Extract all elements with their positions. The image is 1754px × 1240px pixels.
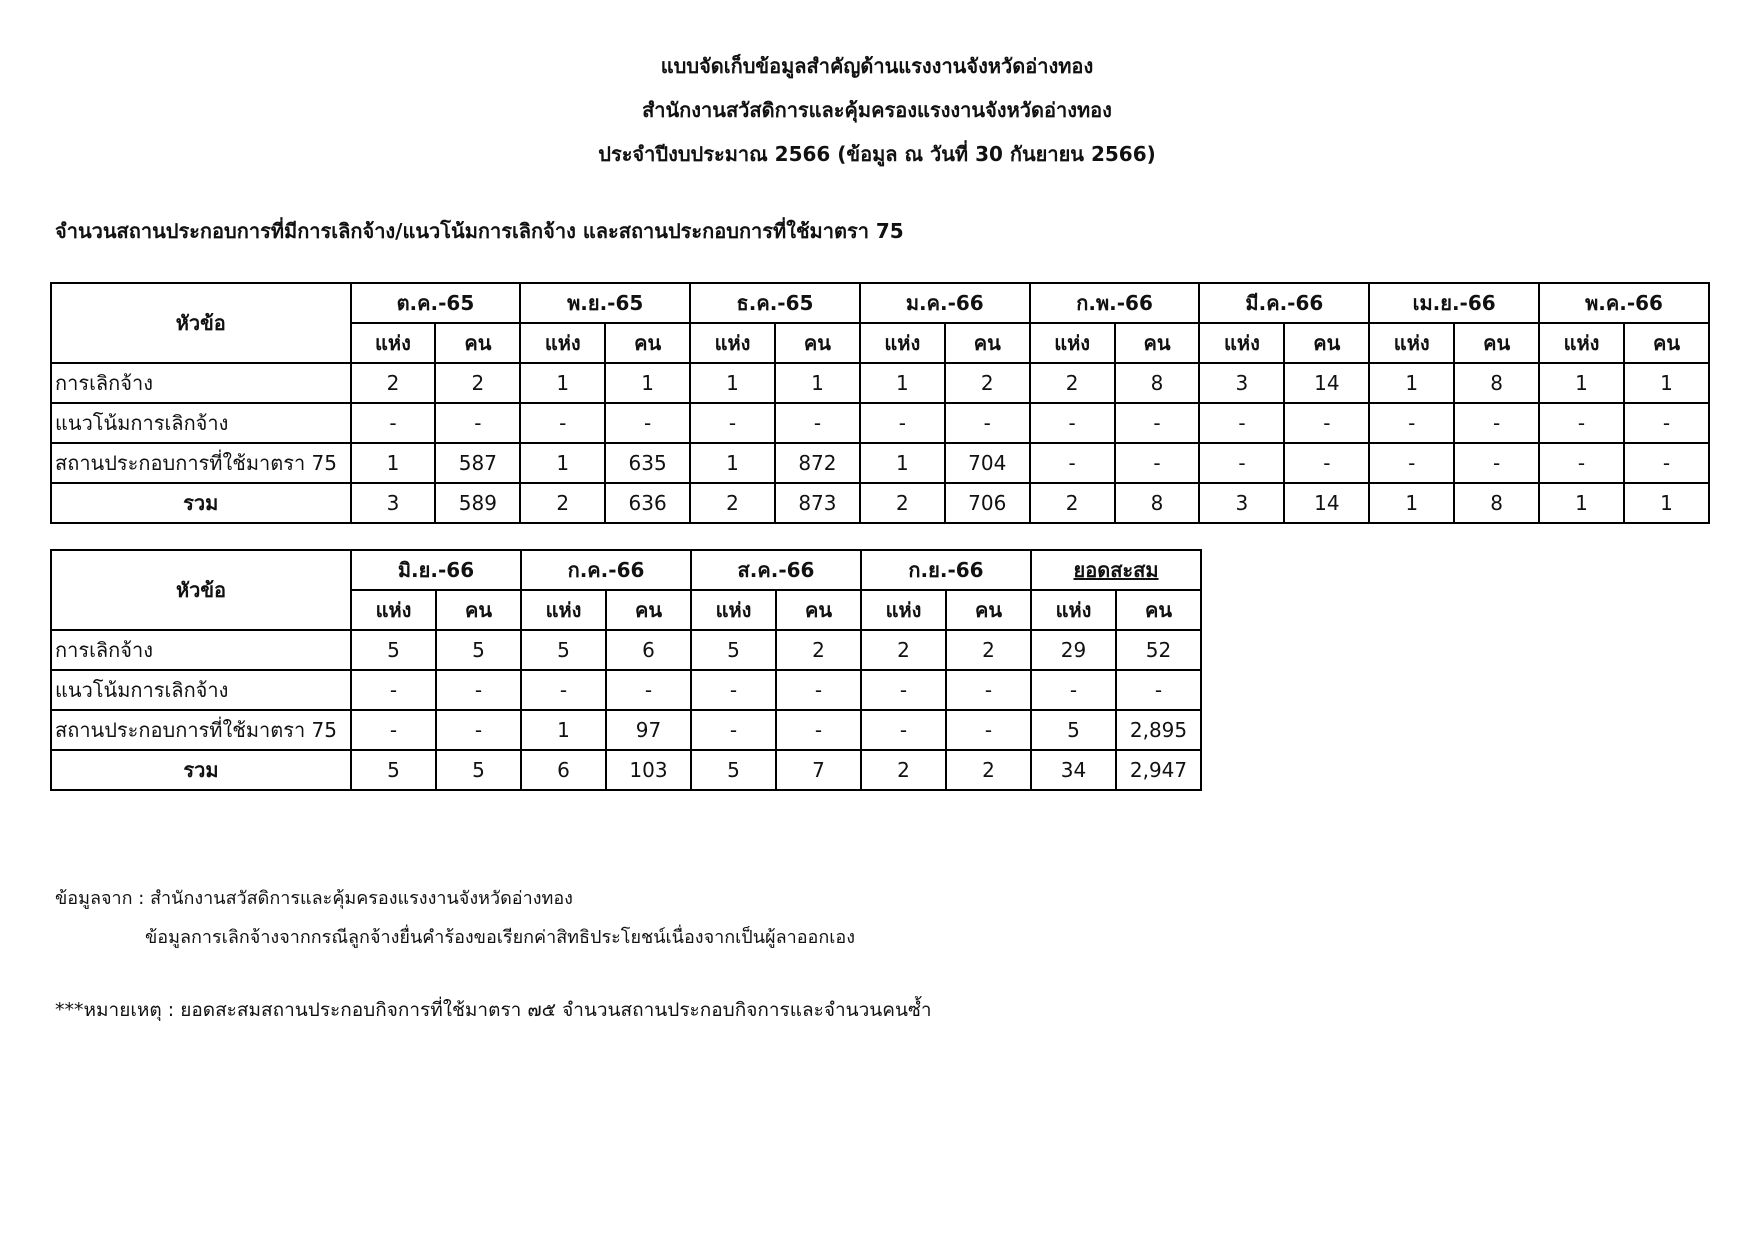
table-cell: 1 [605, 363, 690, 403]
table-cell: 2,895 [1116, 710, 1201, 750]
month-header: ม.ค.-66 [860, 283, 1030, 323]
table-cell: 872 [775, 443, 860, 483]
table-cell: 2 [1030, 483, 1115, 523]
month-header: ก.พ.-66 [1030, 283, 1200, 323]
table-cell: 97 [606, 710, 691, 750]
row-label: การเลิกจ้าง [51, 363, 351, 403]
table-cell: - [435, 403, 520, 443]
table-cell: - [436, 670, 521, 710]
row-label: แนวโน้มการเลิกจ้าง [51, 403, 351, 443]
unit-persons-header: คน [436, 590, 521, 630]
table-cell: - [690, 403, 775, 443]
table-cell: 8 [1115, 363, 1200, 403]
month-header-row [51, 550, 1201, 590]
table-cell: 1 [520, 363, 605, 403]
table-cell: 6 [521, 750, 606, 790]
table-cell: 2 [351, 363, 436, 403]
table-cell: - [606, 670, 691, 710]
table-cell: - [1199, 443, 1284, 483]
row-label: สถานประกอบการที่ใช้มาตรา 75 [51, 710, 351, 750]
unit-places-header: แห่ง [690, 323, 775, 363]
table-cell: - [351, 670, 436, 710]
table-row [51, 443, 1709, 483]
table-row [51, 670, 1201, 710]
table-cell: 5 [436, 750, 521, 790]
total-label: รวม [51, 750, 351, 790]
unit-places-header: แห่ง [1369, 323, 1454, 363]
table-cell: - [1115, 403, 1200, 443]
table-cell: - [776, 670, 861, 710]
table-cell: 636 [605, 483, 690, 523]
table-cell: 587 [435, 443, 520, 483]
table-cell: 52 [1116, 630, 1201, 670]
table-cell: - [946, 710, 1031, 750]
header-office: สำนักงานสวัสดิการและคุ้มครองแรงงานจังหวัดอ่างทอง [642, 98, 1112, 122]
unit-persons-header: คน [1116, 590, 1201, 630]
table-cell: 5 [521, 630, 606, 670]
table-cell: 5 [351, 630, 436, 670]
table-cell: - [520, 403, 605, 443]
table-cell: - [351, 710, 436, 750]
table-cell: - [691, 670, 776, 710]
month-header-row [51, 283, 1709, 323]
unit-persons-header: คน [1454, 323, 1539, 363]
table-cell: 2 [946, 750, 1031, 790]
table-subtitle: จำนวนสถานประกอบการที่มีการเลิกจ้าง/แนวโน้มการเลิกจ้าง และสถานประกอบการที่ใช้มาตรา 75 [55, 219, 904, 243]
table-cell: 8 [1115, 483, 1200, 523]
table-cell: - [861, 670, 946, 710]
table-cell: 2 [861, 750, 946, 790]
table-cell: 7 [776, 750, 861, 790]
unit-places-header: แห่ง [351, 323, 436, 363]
table-cell: - [1454, 443, 1539, 483]
table-cell: 3 [1199, 483, 1284, 523]
table-cell: 34 [1031, 750, 1116, 790]
table-cell: 5 [691, 630, 776, 670]
unit-places-header: แห่ง [861, 590, 946, 630]
table-cell: 1 [1624, 363, 1709, 403]
table-cell: 3 [351, 483, 436, 523]
month-header: ส.ค.-66 [691, 550, 861, 590]
table-cell: - [1284, 403, 1369, 443]
table-cell: - [860, 403, 945, 443]
table-cell: - [1539, 443, 1624, 483]
table-cell: 14 [1284, 483, 1369, 523]
table-cell: 1 [690, 443, 775, 483]
table-cell: - [351, 403, 436, 443]
table-cell: - [691, 710, 776, 750]
table-cell: 1 [521, 710, 606, 750]
unit-persons-header: คน [775, 323, 860, 363]
unit-places-header: แห่ง [860, 323, 945, 363]
unit-persons-header: คน [606, 590, 691, 630]
table-cell: - [436, 710, 521, 750]
table-row [51, 630, 1201, 670]
table-cell: 5 [436, 630, 521, 670]
unit-persons-header: คน [1284, 323, 1369, 363]
unit-places-header: แห่ง [351, 590, 436, 630]
table-cell: 1 [775, 363, 860, 403]
month-header: ก.ค.-66 [521, 550, 691, 590]
table-cell: - [946, 670, 1031, 710]
month-header: มิ.ย.-66 [351, 550, 521, 590]
table-cell: 1 [860, 363, 945, 403]
table-cell: 1 [860, 443, 945, 483]
table-cell: - [945, 403, 1030, 443]
unit-places-header: แห่ง [1031, 590, 1116, 630]
row-label: แนวโน้มการเลิกจ้าง [51, 670, 351, 710]
table-cell: 1 [1539, 363, 1624, 403]
table-cell: 2,947 [1116, 750, 1201, 790]
table-cell: 1 [1369, 363, 1454, 403]
table-cell: 5 [691, 750, 776, 790]
table-cell: 5 [351, 750, 436, 790]
table-cell: - [1454, 403, 1539, 443]
month-header: พ.ย.-65 [520, 283, 690, 323]
table-cell: 103 [606, 750, 691, 790]
table-cell: 8 [1454, 483, 1539, 523]
table-cell: - [1624, 403, 1709, 443]
table-cell: 2 [520, 483, 605, 523]
table-cell: 6 [606, 630, 691, 670]
table-cell: - [775, 403, 860, 443]
table-cell: 635 [605, 443, 690, 483]
table-cell: 2 [861, 630, 946, 670]
topic-header: หัวข้อ [51, 283, 351, 363]
unit-places-header: แห่ง [521, 590, 606, 630]
table-cell: 1 [351, 443, 436, 483]
month-header: เม.ย.-66 [1369, 283, 1539, 323]
topic-header: หัวข้อ [51, 550, 351, 630]
month-header: ธ.ค.-65 [690, 283, 860, 323]
table-cell: 873 [775, 483, 860, 523]
month-header: ต.ค.-65 [351, 283, 521, 323]
table-row [51, 363, 1709, 403]
header-period: ประจำปีงบประมาณ 2566 (ข้อมูล ณ วันที่ 30 กันยายน 2566) [598, 142, 1156, 166]
table-cell: 14 [1284, 363, 1369, 403]
unit-places-header: แห่ง [1030, 323, 1115, 363]
unit-persons-header: คน [945, 323, 1030, 363]
table-cell: 706 [945, 483, 1030, 523]
data-table-1 [50, 282, 1710, 524]
table-cell: 2 [860, 483, 945, 523]
unit-places-header: แห่ง [691, 590, 776, 630]
unit-persons-header: คน [946, 590, 1031, 630]
data-table-2 [50, 549, 1202, 791]
table-cell: 2 [946, 630, 1031, 670]
table-cell: 2 [435, 363, 520, 403]
month-header: มี.ค.-66 [1199, 283, 1369, 323]
table-cell: - [1369, 403, 1454, 443]
table-cell: - [1199, 403, 1284, 443]
header-title: แบบจัดเก็บข้อมูลสำคัญด้านแรงงานจังหวัดอ่างทอง [660, 54, 1094, 78]
table-cell: 1 [1624, 483, 1709, 523]
row-label: การเลิกจ้าง [51, 630, 351, 670]
source-note: ข้อมูลจาก : สำนักงานสวัสดิการและคุ้มครองแรงงานจังหวัดอ่างทอง [55, 888, 573, 909]
unit-persons-header: คน [435, 323, 520, 363]
table-cell: 2 [1030, 363, 1115, 403]
table-cell: 2 [776, 630, 861, 670]
table-row [51, 403, 1709, 443]
table-cell: 2 [690, 483, 775, 523]
unit-persons-header: คน [1115, 323, 1200, 363]
table-cell: - [776, 710, 861, 750]
table-cell: - [861, 710, 946, 750]
table-cell: 5 [1031, 710, 1116, 750]
table-cell: 1 [1369, 483, 1454, 523]
unit-persons-header: คน [1624, 323, 1709, 363]
table-cell: - [521, 670, 606, 710]
unit-places-header: แห่ง [1539, 323, 1624, 363]
table-cell: 589 [435, 483, 520, 523]
detail-note: ข้อมูลการเลิกจ้างจากกรณีลูกจ้างยื่นคำร้องขอเรียกค่าสิทธิประโยชน์เนื่องจากเป็นผู้ลาออกเอง [145, 927, 855, 948]
unit-places-header: แห่ง [520, 323, 605, 363]
table-cell: - [1284, 443, 1369, 483]
remark-note: ***หมายเหตุ : ยอดสะสมสถานประกอบกิจการที่ใช้มาตรา ๗๕ จำนวนสถานประกอบกิจการและจำนวนคนซ้ำ [55, 999, 932, 1021]
table-cell: - [1369, 443, 1454, 483]
table-cell: - [605, 403, 690, 443]
table-cell: - [1031, 670, 1116, 710]
month-header: พ.ค.-66 [1539, 283, 1709, 323]
table-cell: - [1116, 670, 1201, 710]
cumulative-header: ยอดสะสม [1031, 550, 1201, 590]
table-row [51, 710, 1201, 750]
table-cell: - [1030, 443, 1115, 483]
row-label: สถานประกอบการที่ใช้มาตรา 75 [51, 443, 351, 483]
table-cell: 704 [945, 443, 1030, 483]
table-cell: - [1115, 443, 1200, 483]
table-cell: 1 [520, 443, 605, 483]
table-cell: 1 [690, 363, 775, 403]
table-cell: - [1539, 403, 1624, 443]
unit-places-header: แห่ง [1199, 323, 1284, 363]
table-cell: - [1624, 443, 1709, 483]
table-cell: 3 [1199, 363, 1284, 403]
table-cell: - [1030, 403, 1115, 443]
table-cell: 1 [1539, 483, 1624, 523]
total-row [51, 750, 1201, 790]
unit-persons-header: คน [605, 323, 690, 363]
total-row [51, 483, 1709, 523]
table-cell: 2 [945, 363, 1030, 403]
unit-persons-header: คน [776, 590, 861, 630]
table-cell: 29 [1031, 630, 1116, 670]
table-cell: 8 [1454, 363, 1539, 403]
month-header: ก.ย.-66 [861, 550, 1031, 590]
total-label: รวม [51, 483, 351, 523]
